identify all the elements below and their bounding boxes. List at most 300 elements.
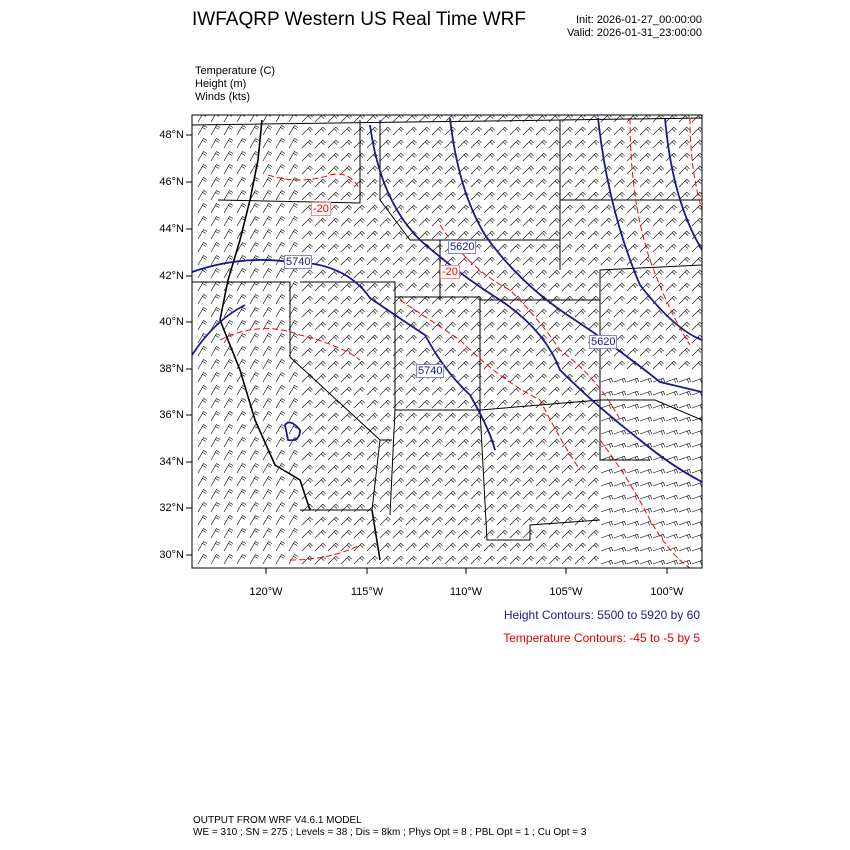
wind-barb <box>211 177 220 187</box>
wind-barb <box>445 465 456 473</box>
wind-barb <box>497 322 508 330</box>
wind-barb <box>341 504 352 512</box>
wind-barb <box>458 153 469 161</box>
field-temperature: Temperature (C) <box>195 65 276 77</box>
wind-barb <box>263 515 272 525</box>
wind-barb <box>536 413 547 421</box>
wind-barb <box>224 151 233 161</box>
wind-barb <box>237 489 246 499</box>
valid-time: Valid: 2026-01-31_23:00:00 <box>567 27 702 39</box>
wind-barb <box>354 452 365 460</box>
wind-barb <box>653 257 664 265</box>
wind-barb <box>588 257 599 265</box>
wind-barb <box>562 192 573 200</box>
wind-barb <box>354 439 365 447</box>
wind-barb <box>601 560 613 565</box>
wind-barb <box>419 452 430 460</box>
wind-barb <box>484 452 495 460</box>
wind-barb <box>380 166 391 174</box>
wind-barb <box>289 398 298 408</box>
wind-barb <box>211 489 220 499</box>
wind-barb <box>653 153 664 161</box>
wind-barb <box>588 504 599 512</box>
wind-barb <box>614 547 626 552</box>
wind-barb <box>328 504 339 512</box>
wind-barb <box>445 309 456 317</box>
wind-barb <box>380 504 391 512</box>
wind-barb <box>458 127 469 135</box>
lat-label: 34°N <box>159 456 184 468</box>
wind-barb <box>666 378 678 383</box>
wind-barb <box>640 322 651 330</box>
wind-barb <box>445 322 456 330</box>
wind-barb <box>302 387 313 395</box>
wind-barb <box>432 413 443 421</box>
wind-barb <box>354 426 365 434</box>
wind-barb <box>315 244 326 252</box>
wind-barb <box>549 205 560 213</box>
wind-barb <box>458 517 469 525</box>
wind-barb <box>614 391 626 396</box>
wind-barb <box>302 309 313 317</box>
wind-barb <box>692 361 703 369</box>
wind-barb <box>211 515 220 525</box>
wind-barb <box>458 491 469 499</box>
wind-barb <box>198 307 207 317</box>
wind-barb <box>497 361 508 369</box>
wind-barb <box>198 203 207 213</box>
wind-barb <box>640 179 651 187</box>
wind-barb <box>263 541 272 551</box>
wind-barb <box>614 404 626 409</box>
wind-barb <box>653 231 664 239</box>
wind-barb <box>302 478 313 486</box>
wind-barb <box>497 556 508 564</box>
wind-barb <box>627 335 638 343</box>
wind-barb <box>536 387 547 395</box>
wind-barb <box>484 543 495 551</box>
wind-barb <box>406 257 417 265</box>
wind-barb <box>380 413 391 421</box>
wind-barb <box>627 244 638 252</box>
wind-barb <box>328 465 339 473</box>
wind-barb <box>666 495 678 500</box>
wind-barb <box>679 179 690 187</box>
wind-barb <box>536 374 547 382</box>
wind-barb <box>536 270 547 278</box>
wind-barb <box>575 309 586 317</box>
wind-barb <box>263 346 272 356</box>
wind-barb <box>276 411 285 421</box>
wind-barb <box>250 372 259 382</box>
wind-barb <box>289 177 298 187</box>
wind-barb <box>510 491 521 499</box>
wind-barb <box>653 166 664 174</box>
wind-barb <box>250 359 259 369</box>
wind-barb <box>250 307 259 317</box>
wind-barb <box>419 556 430 564</box>
wind-barb <box>406 205 417 213</box>
wind-barb <box>198 112 207 122</box>
wind-barb <box>250 294 259 304</box>
wind-barb <box>601 508 613 513</box>
wind-barb <box>341 192 352 200</box>
wind-barb <box>263 190 272 200</box>
wind-barb <box>562 218 573 226</box>
wind-barb <box>224 242 233 252</box>
wind-barb <box>588 244 599 252</box>
wind-barb <box>354 192 365 200</box>
wind-barb <box>458 400 469 408</box>
wind-barb <box>679 283 690 291</box>
wind-barb <box>666 417 678 422</box>
wind-barb <box>445 530 456 538</box>
wind-barb <box>575 153 586 161</box>
wind-barb <box>406 530 417 538</box>
wind-barb <box>276 112 285 122</box>
wind-barb <box>497 413 508 421</box>
wind-barb <box>458 439 469 447</box>
wind-barb <box>523 413 534 421</box>
wind-barb <box>679 417 691 422</box>
wind-barb <box>406 374 417 382</box>
wind-barb <box>588 556 599 564</box>
wind-barb <box>315 153 326 161</box>
wind-barb <box>458 257 469 265</box>
wind-barb <box>640 257 651 265</box>
wind-barb <box>276 151 285 161</box>
wind-barb <box>406 192 417 200</box>
wind-barb <box>328 257 339 265</box>
wind-barb <box>341 296 352 304</box>
wind-barb <box>354 231 365 239</box>
wind-barb <box>497 504 508 512</box>
wind-barb <box>640 430 652 435</box>
wind-barb <box>588 231 599 239</box>
wind-barb <box>614 521 626 526</box>
wind-barb <box>250 112 259 122</box>
wind-barb <box>627 391 639 396</box>
wind-barb <box>484 309 495 317</box>
wind-barb <box>471 517 482 525</box>
wind-barb <box>302 361 313 369</box>
wind-barb <box>575 374 586 382</box>
wind-barb <box>653 495 665 500</box>
wind-barb <box>237 515 246 525</box>
wind-barb <box>510 283 521 291</box>
wind-barb <box>263 424 272 434</box>
wind-barb <box>536 179 547 187</box>
wind-barb <box>367 478 378 486</box>
wind-barb <box>250 138 259 148</box>
lat-label: 48°N <box>159 129 184 141</box>
wind-barb <box>640 348 651 356</box>
wind-barb <box>445 556 456 564</box>
wind-barb <box>575 452 586 460</box>
height-contour-label: 5620 <box>450 241 475 253</box>
wind-barb <box>549 244 560 252</box>
wind-barb <box>302 543 313 551</box>
wind-barb <box>393 192 404 200</box>
wind-barb <box>484 140 495 148</box>
wind-barb <box>211 463 220 473</box>
wind-barb <box>315 218 326 226</box>
wind-barb <box>224 554 233 564</box>
wind-barb <box>510 413 521 421</box>
wind-barb <box>406 270 417 278</box>
wind-barb <box>328 413 339 421</box>
wind-barb <box>445 439 456 447</box>
wind-barb <box>432 530 443 538</box>
wind-barb <box>367 192 378 200</box>
wind-barb <box>432 387 443 395</box>
wind-barb <box>432 491 443 499</box>
wind-barb <box>549 309 560 317</box>
wind-barb <box>419 283 430 291</box>
wind-barb <box>666 218 677 226</box>
wind-barb <box>419 205 430 213</box>
wind-barb <box>536 361 547 369</box>
wind-barb <box>653 560 665 565</box>
wind-barb <box>237 125 246 135</box>
wind-barb <box>523 127 534 135</box>
wind-barb <box>653 179 664 187</box>
wind-barb <box>198 151 207 161</box>
wind-barb <box>523 517 534 525</box>
wind-barb <box>627 417 639 422</box>
wind-barb <box>588 387 599 395</box>
wind-barb <box>198 502 207 512</box>
wind-barb <box>601 218 612 226</box>
wind-barb <box>601 270 612 278</box>
wind-barb <box>458 348 469 356</box>
wind-barb <box>315 322 326 330</box>
wind-barb <box>367 556 378 564</box>
wind-barb <box>367 205 378 213</box>
wind-barb <box>679 534 691 539</box>
wind-barb <box>289 216 298 226</box>
wind-barb <box>484 413 495 421</box>
wind-barb <box>328 517 339 525</box>
wind-barb <box>627 231 638 239</box>
wind-barb <box>562 127 573 135</box>
wind-barb <box>549 127 560 135</box>
wind-barb <box>419 179 430 187</box>
wind-barb <box>653 469 665 474</box>
wind-barb <box>354 322 365 330</box>
wind-barb <box>315 283 326 291</box>
wind-barb <box>614 361 625 369</box>
wind-barb <box>471 270 482 278</box>
wind-barb <box>237 502 246 512</box>
wind-barb <box>627 127 638 135</box>
wind-barb <box>523 504 534 512</box>
wind-barb <box>315 504 326 512</box>
wind-barb <box>406 556 417 564</box>
wind-barb <box>666 430 678 435</box>
wind-barb <box>341 283 352 291</box>
wind-barb <box>549 257 560 265</box>
wind-barb <box>237 281 246 291</box>
wind-barb <box>276 450 285 460</box>
wind-barb <box>666 560 678 565</box>
wind-barb <box>575 348 586 356</box>
wind-barb <box>237 320 246 330</box>
wind-barb <box>666 270 677 278</box>
wind-barb <box>328 322 339 330</box>
wind-barb <box>354 348 365 356</box>
wind-barb <box>536 439 547 447</box>
wind-barb <box>432 283 443 291</box>
wind-barb <box>484 465 495 473</box>
wind-barb <box>224 112 233 122</box>
wind-barb <box>263 112 272 122</box>
wind-barb <box>224 372 233 382</box>
wind-barb <box>575 140 586 148</box>
wind-barb <box>497 179 508 187</box>
wind-barb <box>432 179 443 187</box>
wind-barb <box>211 138 220 148</box>
wind-barb <box>497 517 508 525</box>
wind-barb <box>276 125 285 135</box>
wind-barb <box>406 387 417 395</box>
wind-barb <box>653 508 665 513</box>
wind-barb <box>237 450 246 460</box>
wind-barb <box>315 179 326 187</box>
wind-barb <box>562 556 573 564</box>
wind-barb <box>523 270 534 278</box>
wind-barb <box>523 166 534 174</box>
wind-barb <box>393 231 404 239</box>
wind-barb <box>406 348 417 356</box>
wind-barb <box>536 140 547 148</box>
wind-barb <box>393 153 404 161</box>
wind-barb <box>510 426 521 434</box>
wind-barb <box>315 192 326 200</box>
wind-barb <box>237 177 246 187</box>
init-time: Init: 2026-01-27_00:00:00 <box>576 14 702 26</box>
wind-barb <box>315 517 326 525</box>
wind-barb <box>237 164 246 174</box>
wind-barb <box>263 398 272 408</box>
wind-barb <box>393 504 404 512</box>
wind-barb <box>549 543 560 551</box>
lat-label: 38°N <box>159 363 184 375</box>
wind-barb <box>458 231 469 239</box>
wind-barb <box>276 333 285 343</box>
temperature-contour-label: -20 <box>313 203 329 215</box>
wind-barb <box>315 543 326 551</box>
wind-barb <box>484 387 495 395</box>
wind-barb <box>588 153 599 161</box>
wind-barb <box>211 502 220 512</box>
wind-barb <box>393 452 404 460</box>
wind-barb <box>198 450 207 460</box>
wind-barb <box>250 463 259 473</box>
wind-barb <box>679 309 690 317</box>
wind-barb <box>224 216 233 226</box>
wind-barb <box>653 348 664 356</box>
wind-barb <box>250 541 259 551</box>
wind-barb <box>523 439 534 447</box>
wind-barb <box>445 413 456 421</box>
wind-barb <box>445 543 456 551</box>
wind-barb <box>250 333 259 343</box>
wind-barb <box>276 476 285 486</box>
wind-barb <box>432 153 443 161</box>
wind-barb <box>510 517 521 525</box>
wind-barb <box>471 166 482 174</box>
wind-barb <box>341 413 352 421</box>
wind-barb <box>692 218 703 226</box>
wind-barb <box>523 465 534 473</box>
wind-barb <box>354 517 365 525</box>
wind-barb <box>406 543 417 551</box>
wind-barb <box>276 398 285 408</box>
wind-barb <box>510 374 521 382</box>
wind-barb <box>627 296 638 304</box>
wind-barb <box>458 465 469 473</box>
wind-barb <box>575 218 586 226</box>
wind-barb <box>588 543 599 551</box>
wind-barb <box>614 296 625 304</box>
wind-barb <box>263 489 272 499</box>
wind-barb <box>458 556 469 564</box>
wind-barb <box>575 257 586 265</box>
wind-barb <box>627 508 639 513</box>
wind-barb <box>328 556 339 564</box>
wind-barb <box>523 452 534 460</box>
wind-barb <box>302 465 313 473</box>
wind-barb <box>315 127 326 135</box>
wind-barb <box>471 491 482 499</box>
wind-barb <box>367 270 378 278</box>
wind-barb <box>276 502 285 512</box>
wind-barb <box>562 478 573 486</box>
wind-barb <box>692 348 703 356</box>
wind-barb <box>237 190 246 200</box>
wind-barb <box>380 426 391 434</box>
wind-barb <box>367 231 378 239</box>
wind-barb <box>380 153 391 161</box>
wind-barb <box>276 359 285 369</box>
wind-barb <box>445 166 456 174</box>
wind-barb <box>224 177 233 187</box>
wind-barb <box>627 348 638 356</box>
wind-barb <box>354 465 365 473</box>
wind-barb <box>341 309 352 317</box>
wind-barb <box>419 478 430 486</box>
wind-barb <box>614 257 625 265</box>
wind-barb <box>562 426 573 434</box>
wind-barb <box>250 203 259 213</box>
wind-barb <box>497 400 508 408</box>
wind-barb <box>211 385 220 395</box>
wind-barb <box>341 426 352 434</box>
wind-barb <box>354 478 365 486</box>
wind-barb <box>354 257 365 265</box>
wind-barb <box>380 127 391 135</box>
wind-barb <box>666 534 678 539</box>
wind-barb <box>380 244 391 252</box>
wind-barb <box>315 491 326 499</box>
wind-barb <box>432 335 443 343</box>
wind-barb <box>302 231 313 239</box>
wind-barb <box>211 476 220 486</box>
wind-barb <box>354 491 365 499</box>
wind-barb <box>198 424 207 434</box>
wind-barb <box>380 257 391 265</box>
